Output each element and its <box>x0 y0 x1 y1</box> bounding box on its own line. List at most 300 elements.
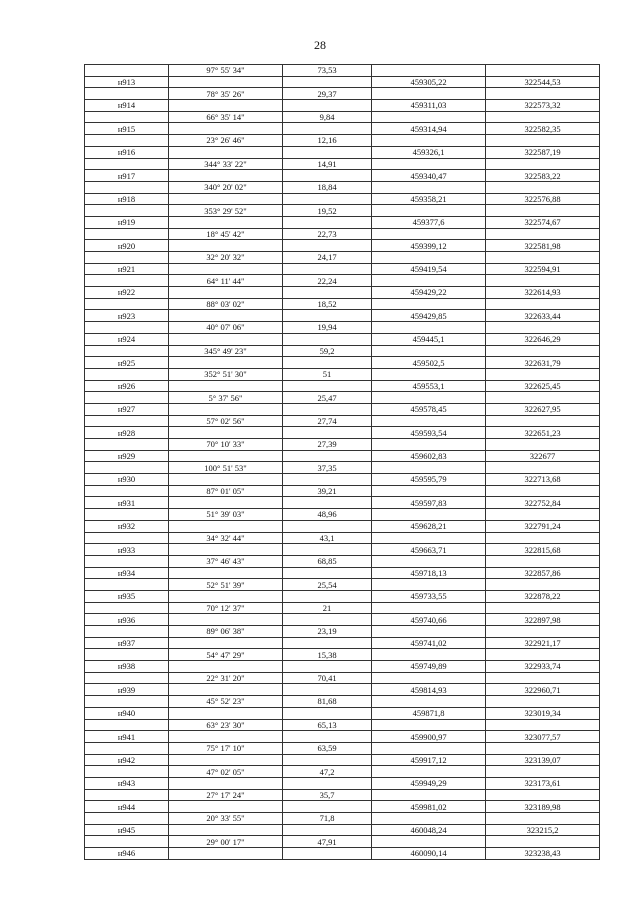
empty-cell <box>283 801 372 813</box>
distance-cell: 18,52 <box>283 298 372 310</box>
y-coordinate-cell: 322791,24 <box>486 520 600 532</box>
empty-cell <box>85 181 169 193</box>
direction-angle-cell: 29° 00' 17" <box>169 836 283 848</box>
x-coordinate-cell: 459949,29 <box>372 777 486 789</box>
y-coordinate-cell: 323139,07 <box>486 754 600 766</box>
distance-cell: 12,16 <box>283 135 372 147</box>
segment-row <box>85 392 600 404</box>
distance-cell: 22,24 <box>283 275 372 287</box>
y-coordinate-cell: 322587,19 <box>486 146 600 158</box>
empty-cell <box>486 252 600 264</box>
empty-cell <box>85 275 169 287</box>
y-coordinate-cell: 322933,74 <box>486 661 600 673</box>
x-coordinate-cell: 459597,83 <box>372 497 486 509</box>
x-coordinate-cell: 459917,12 <box>372 754 486 766</box>
y-coordinate-cell: 322815,68 <box>486 544 600 556</box>
x-coordinate-cell: 459981,02 <box>372 801 486 813</box>
x-coordinate-cell: 459377,6 <box>372 216 486 228</box>
direction-angle-cell: 34° 32' 44" <box>169 532 283 544</box>
empty-cell <box>372 742 486 754</box>
y-coordinate-cell: 322582,35 <box>486 123 600 135</box>
direction-angle-cell: 23° 26' 46" <box>169 135 283 147</box>
empty-cell <box>85 368 169 380</box>
direction-angle-cell: 63° 23' 30" <box>169 719 283 731</box>
empty-cell <box>486 532 600 544</box>
x-coordinate-cell: 459871,8 <box>372 707 486 719</box>
point-name-cell: н944 <box>85 801 169 813</box>
empty-cell <box>283 123 372 135</box>
y-coordinate-cell: 322878,22 <box>486 590 600 602</box>
point-row <box>85 333 600 345</box>
segment-row <box>85 696 600 708</box>
empty-cell <box>283 380 372 392</box>
empty-cell <box>372 275 486 287</box>
distance-cell: 27,39 <box>283 439 372 451</box>
point-name-cell: н945 <box>85 824 169 836</box>
point-name-cell: н913 <box>85 76 169 88</box>
empty-cell <box>486 649 600 661</box>
x-coordinate-cell: 459578,45 <box>372 403 486 415</box>
y-coordinate-cell: 322752,84 <box>486 497 600 509</box>
distance-cell: 27,74 <box>283 415 372 427</box>
empty-cell <box>486 415 600 427</box>
empty-cell <box>372 672 486 684</box>
point-row <box>85 193 600 205</box>
empty-cell <box>372 111 486 123</box>
empty-cell <box>372 602 486 614</box>
point-row <box>85 777 600 789</box>
direction-angle-cell: 340° 20' 02" <box>169 181 283 193</box>
empty-cell <box>169 777 283 789</box>
empty-cell <box>283 707 372 719</box>
point-row <box>85 170 600 182</box>
x-coordinate-cell: 459814,93 <box>372 684 486 696</box>
segment-row <box>85 345 600 357</box>
point-name-cell: н920 <box>85 240 169 252</box>
distance-cell: 47,2 <box>283 766 372 778</box>
empty-cell <box>486 462 600 474</box>
direction-angle-cell: 22° 31' 20" <box>169 672 283 684</box>
y-coordinate-cell: 322573,32 <box>486 100 600 112</box>
empty-cell <box>486 439 600 451</box>
segment-row <box>85 158 600 170</box>
empty-cell <box>85 602 169 614</box>
direction-angle-cell: 344° 33' 22" <box>169 158 283 170</box>
empty-cell <box>486 789 600 801</box>
direction-angle-cell: 70° 10' 33" <box>169 439 283 451</box>
empty-cell <box>283 170 372 182</box>
direction-angle-cell: 100° 51' 53" <box>169 462 283 474</box>
empty-cell <box>486 111 600 123</box>
empty-cell <box>486 766 600 778</box>
segment-row <box>85 836 600 848</box>
segment-row <box>85 626 600 638</box>
point-row <box>85 684 600 696</box>
point-name-cell: н925 <box>85 357 169 369</box>
empty-cell <box>486 275 600 287</box>
point-row <box>85 637 600 649</box>
direction-angle-cell: 89° 06' 38" <box>169 626 283 638</box>
distance-cell: 81,68 <box>283 696 372 708</box>
x-coordinate-cell: 459305,22 <box>372 76 486 88</box>
point-name-cell: н934 <box>85 567 169 579</box>
x-coordinate-cell: 459749,89 <box>372 661 486 673</box>
empty-cell <box>486 813 600 825</box>
empty-cell <box>372 626 486 638</box>
empty-cell <box>85 532 169 544</box>
distance-cell: 25,54 <box>283 579 372 591</box>
point-name-cell: н921 <box>85 263 169 275</box>
point-row <box>85 123 600 135</box>
segment-row <box>85 135 600 147</box>
y-coordinate-cell: 322625,45 <box>486 380 600 392</box>
point-row <box>85 497 600 509</box>
empty-cell <box>169 170 283 182</box>
empty-cell <box>169 287 283 299</box>
empty-cell <box>486 65 600 77</box>
y-coordinate-cell: 322921,17 <box>486 637 600 649</box>
point-row <box>85 357 600 369</box>
empty-cell <box>372 368 486 380</box>
distance-cell: 29,37 <box>283 88 372 100</box>
empty-cell <box>372 228 486 240</box>
direction-angle-cell: 70° 12' 37" <box>169 602 283 614</box>
direction-angle-cell: 45° 52' 23" <box>169 696 283 708</box>
distance-cell: 59,2 <box>283 345 372 357</box>
distance-cell: 70,41 <box>283 672 372 684</box>
distance-cell: 47,91 <box>283 836 372 848</box>
direction-angle-cell: 352° 51' 30" <box>169 368 283 380</box>
empty-cell <box>372 65 486 77</box>
segment-row <box>85 181 600 193</box>
empty-cell <box>169 661 283 673</box>
empty-cell <box>283 520 372 532</box>
empty-cell <box>169 76 283 88</box>
point-row <box>85 427 600 439</box>
empty-cell <box>169 497 283 509</box>
empty-cell <box>486 298 600 310</box>
y-coordinate-cell: 322627,95 <box>486 403 600 415</box>
segment-row <box>85 485 600 497</box>
point-row <box>85 450 600 462</box>
x-coordinate-cell: 459900,97 <box>372 731 486 743</box>
page-number: 28 <box>314 38 326 52</box>
point-name-cell: н937 <box>85 637 169 649</box>
segment-row <box>85 322 600 334</box>
empty-cell <box>283 544 372 556</box>
empty-cell <box>372 649 486 661</box>
point-name-cell: н928 <box>85 427 169 439</box>
empty-cell <box>283 731 372 743</box>
empty-cell <box>169 637 283 649</box>
direction-angle-cell: 345° 49' 23" <box>169 345 283 357</box>
y-coordinate-cell: 322544,53 <box>486 76 600 88</box>
point-name-cell: н935 <box>85 590 169 602</box>
empty-cell <box>372 813 486 825</box>
point-row <box>85 848 600 860</box>
empty-cell <box>169 333 283 345</box>
x-coordinate-cell: 459741,02 <box>372 637 486 649</box>
distance-cell: 24,17 <box>283 252 372 264</box>
direction-angle-cell: 88° 03' 02" <box>169 298 283 310</box>
x-coordinate-cell: 459718,13 <box>372 567 486 579</box>
x-coordinate-cell: 459602,83 <box>372 450 486 462</box>
empty-cell <box>283 263 372 275</box>
distance-cell: 63,59 <box>283 742 372 754</box>
point-row <box>85 263 600 275</box>
segment-row <box>85 252 600 264</box>
x-coordinate-cell: 459593,54 <box>372 427 486 439</box>
distance-cell: 18,84 <box>283 181 372 193</box>
distance-cell: 22,73 <box>283 228 372 240</box>
direction-angle-cell: 75° 17' 10" <box>169 742 283 754</box>
empty-cell <box>486 485 600 497</box>
empty-cell <box>85 696 169 708</box>
y-coordinate-cell: 322960,71 <box>486 684 600 696</box>
point-row <box>85 707 600 719</box>
coordinates-table-body <box>85 65 600 860</box>
empty-cell <box>85 88 169 100</box>
point-name-cell: н941 <box>85 731 169 743</box>
empty-cell <box>85 485 169 497</box>
empty-cell <box>372 205 486 217</box>
empty-cell <box>85 135 169 147</box>
empty-cell <box>372 509 486 521</box>
empty-cell <box>85 742 169 754</box>
empty-cell <box>169 100 283 112</box>
empty-cell <box>169 614 283 626</box>
empty-cell <box>372 696 486 708</box>
empty-cell <box>372 579 486 591</box>
empty-cell <box>85 415 169 427</box>
segment-row <box>85 439 600 451</box>
segment-row <box>85 228 600 240</box>
coordinates-table <box>84 64 600 860</box>
segment-row <box>85 766 600 778</box>
point-row <box>85 403 600 415</box>
x-coordinate-cell: 460048,24 <box>372 824 486 836</box>
direction-angle-cell: 57° 02' 56" <box>169 415 283 427</box>
point-row <box>85 310 600 322</box>
empty-cell <box>283 100 372 112</box>
point-name-cell: н942 <box>85 754 169 766</box>
point-row <box>85 614 600 626</box>
point-row <box>85 754 600 766</box>
empty-cell <box>372 766 486 778</box>
segment-row <box>85 602 600 614</box>
empty-cell <box>372 415 486 427</box>
point-row <box>85 216 600 228</box>
y-coordinate-cell: 322651,23 <box>486 427 600 439</box>
empty-cell <box>372 298 486 310</box>
point-name-cell: н930 <box>85 474 169 486</box>
empty-cell <box>169 848 283 860</box>
empty-cell <box>283 333 372 345</box>
empty-cell <box>169 450 283 462</box>
point-name-cell: н916 <box>85 146 169 158</box>
distance-cell: 25,47 <box>283 392 372 404</box>
empty-cell <box>372 462 486 474</box>
segment-row <box>85 719 600 731</box>
segment-row <box>85 789 600 801</box>
x-coordinate-cell: 459358,21 <box>372 193 486 205</box>
empty-cell <box>85 252 169 264</box>
empty-cell <box>486 181 600 193</box>
x-coordinate-cell: 459628,21 <box>372 520 486 532</box>
point-row <box>85 76 600 88</box>
point-name-cell: н924 <box>85 333 169 345</box>
empty-cell <box>169 707 283 719</box>
empty-cell <box>372 158 486 170</box>
empty-cell <box>486 158 600 170</box>
point-name-cell: н926 <box>85 380 169 392</box>
empty-cell <box>283 403 372 415</box>
x-coordinate-cell: 459314,94 <box>372 123 486 135</box>
distance-cell: 71,8 <box>283 813 372 825</box>
empty-cell <box>283 310 372 322</box>
empty-cell <box>85 345 169 357</box>
direction-angle-cell: 52° 51' 39" <box>169 579 283 591</box>
direction-angle-cell: 18° 45' 42" <box>169 228 283 240</box>
empty-cell <box>85 322 169 334</box>
empty-cell <box>486 742 600 754</box>
empty-cell <box>372 555 486 567</box>
direction-angle-cell: 66° 35' 14" <box>169 111 283 123</box>
distance-cell: 23,19 <box>283 626 372 638</box>
empty-cell <box>283 216 372 228</box>
empty-cell <box>486 392 600 404</box>
empty-cell <box>283 427 372 439</box>
empty-cell <box>169 403 283 415</box>
empty-cell <box>283 848 372 860</box>
empty-cell <box>169 474 283 486</box>
empty-cell <box>169 123 283 135</box>
distance-cell: 51 <box>283 368 372 380</box>
segment-row <box>85 205 600 217</box>
empty-cell <box>283 76 372 88</box>
empty-cell <box>85 298 169 310</box>
distance-cell: 19,94 <box>283 322 372 334</box>
y-coordinate-cell: 322631,79 <box>486 357 600 369</box>
x-coordinate-cell: 459399,12 <box>372 240 486 252</box>
point-name-cell: н929 <box>85 450 169 462</box>
point-row <box>85 474 600 486</box>
distance-cell: 14,91 <box>283 158 372 170</box>
point-name-cell: н915 <box>85 123 169 135</box>
x-coordinate-cell: 459311,03 <box>372 100 486 112</box>
empty-cell <box>486 836 600 848</box>
y-coordinate-cell: 323173,61 <box>486 777 600 789</box>
x-coordinate-cell: 459663,71 <box>372 544 486 556</box>
point-name-cell: н914 <box>85 100 169 112</box>
empty-cell <box>486 602 600 614</box>
empty-cell <box>372 485 486 497</box>
empty-cell <box>372 789 486 801</box>
y-coordinate-cell: 323019,34 <box>486 707 600 719</box>
empty-cell <box>486 626 600 638</box>
point-name-cell: н931 <box>85 497 169 509</box>
distance-cell: 35,7 <box>283 789 372 801</box>
point-name-cell: н933 <box>85 544 169 556</box>
point-row <box>85 544 600 556</box>
y-coordinate-cell: 322677 <box>486 450 600 462</box>
empty-cell <box>283 590 372 602</box>
direction-angle-cell: 64° 11' 44" <box>169 275 283 287</box>
segment-row <box>85 532 600 544</box>
empty-cell <box>372 392 486 404</box>
empty-cell <box>169 380 283 392</box>
point-row <box>85 590 600 602</box>
empty-cell <box>85 111 169 123</box>
empty-cell <box>283 357 372 369</box>
empty-cell <box>85 719 169 731</box>
point-name-cell: н943 <box>85 777 169 789</box>
empty-cell <box>85 228 169 240</box>
empty-cell <box>169 754 283 766</box>
empty-cell <box>486 509 600 521</box>
point-name-cell: н919 <box>85 216 169 228</box>
point-name-cell: н923 <box>85 310 169 322</box>
point-name-cell: н940 <box>85 707 169 719</box>
point-name-cell: н946 <box>85 848 169 860</box>
empty-cell <box>85 789 169 801</box>
point-row <box>85 824 600 836</box>
point-name-cell: н938 <box>85 661 169 673</box>
distance-cell: 37,35 <box>283 462 372 474</box>
empty-cell <box>486 696 600 708</box>
segment-row <box>85 555 600 567</box>
y-coordinate-cell: 322583,22 <box>486 170 600 182</box>
distance-cell: 48,96 <box>283 509 372 521</box>
point-name-cell: н917 <box>85 170 169 182</box>
y-coordinate-cell: 322594,91 <box>486 263 600 275</box>
segment-row <box>85 298 600 310</box>
distance-cell: 73,53 <box>283 65 372 77</box>
empty-cell <box>283 661 372 673</box>
direction-angle-cell: 54° 47' 29" <box>169 649 283 661</box>
empty-cell <box>169 263 283 275</box>
point-row <box>85 240 600 252</box>
distance-cell: 19,52 <box>283 205 372 217</box>
empty-cell <box>85 579 169 591</box>
empty-cell <box>169 357 283 369</box>
x-coordinate-cell: 459733,55 <box>372 590 486 602</box>
empty-cell <box>486 322 600 334</box>
empty-cell <box>85 205 169 217</box>
point-row <box>85 731 600 743</box>
point-name-cell: н927 <box>85 403 169 415</box>
y-coordinate-cell: 322581,98 <box>486 240 600 252</box>
empty-cell <box>283 614 372 626</box>
empty-cell <box>372 252 486 264</box>
empty-cell <box>85 555 169 567</box>
y-coordinate-cell: 323215,2 <box>486 824 600 836</box>
empty-cell <box>169 731 283 743</box>
empty-cell <box>283 450 372 462</box>
segment-row <box>85 65 600 77</box>
y-coordinate-cell: 323189,98 <box>486 801 600 813</box>
point-name-cell: н932 <box>85 520 169 532</box>
point-row <box>85 380 600 392</box>
x-coordinate-cell: 459429,22 <box>372 287 486 299</box>
direction-angle-cell: 47° 02' 05" <box>169 766 283 778</box>
direction-angle-cell: 353° 29' 52" <box>169 205 283 217</box>
x-coordinate-cell: 459419,54 <box>372 263 486 275</box>
y-coordinate-cell: 322633,44 <box>486 310 600 322</box>
distance-cell: 68,85 <box>283 555 372 567</box>
segment-row <box>85 813 600 825</box>
point-row <box>85 287 600 299</box>
